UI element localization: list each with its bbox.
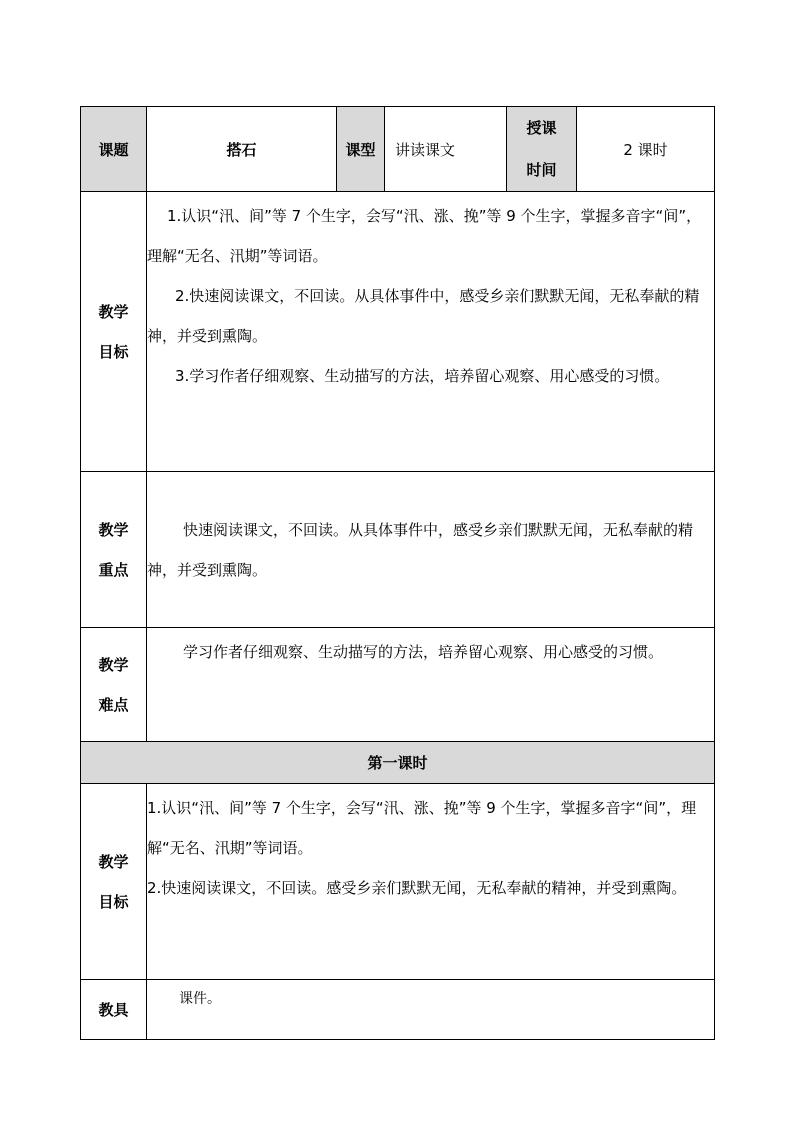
time-label-line-2: 时间 [526, 161, 557, 179]
lesson1-goal-item: 1.认识“汛、间”等 7 个生字，会写“汛、涨、挽”等 9 个生字，掌握多音字“间”，理解“无名、汛期”等词语。 [147, 799, 697, 857]
lesson1-tools-label: 教具 [81, 980, 147, 1040]
goal-item: 1.认识“汛、间”等 7 个生字，会写“汛、涨、挽”等 9 个生字，掌握多音字“间”，理解“无名、汛期”等词语。 [147, 207, 702, 265]
lesson1-goals-label-line-1: 教学 [98, 852, 129, 871]
difficulties-text: 学习作者仔细观察、生动描写的方法，培养留心观察、用心感受的习惯。 [183, 643, 664, 661]
lesson1-title: 第一课时 [81, 742, 715, 784]
goals-label-line-2: 目标 [98, 342, 129, 361]
key-points-label-line-2: 重点 [98, 560, 129, 579]
time-value: 2 课时 [577, 107, 715, 192]
difficulties-label-line-1: 教学 [98, 655, 129, 674]
key-points-label-line-1: 教学 [98, 520, 129, 539]
goals-label-line-1: 教学 [98, 302, 129, 321]
difficulties-label [81, 628, 147, 742]
key-points-text: 快速阅读课文，不回读。从具体事件中，感受乡亲们默默无闻，无私奉献的精神，并受到熏陶。 [147, 520, 694, 579]
goals-content [147, 192, 715, 472]
lesson1-goals-label [81, 784, 147, 980]
topic-label: 课题 [81, 107, 147, 192]
goals-label [81, 192, 147, 472]
lesson1-goals-label-line-2: 目标 [98, 892, 129, 911]
lesson1-goal-item: 2.快速阅读课文，不回读。感受乡亲们默默无闻，无私奉献的精神，并受到熏陶。 [147, 879, 687, 897]
time-label-line-1: 授课 [526, 119, 557, 137]
goals-row [81, 192, 715, 472]
type-label: 课型 [337, 107, 385, 192]
lesson1-tools-row [81, 980, 715, 1040]
topic-value: 搭石 [147, 107, 337, 192]
key-points-label [81, 472, 147, 628]
goal-item: 3.学习作者仔细观察、生动描写的方法，培养留心观察、用心感受的习惯。 [175, 367, 670, 385]
header-row [81, 107, 715, 192]
lesson1-goals-row [81, 784, 715, 980]
goal-item: 2.快速阅读课文，不回读。从具体事件中，感受乡亲们默默无闻，无私奉献的精神，并受到熏陶。 [147, 287, 700, 345]
lesson-plan-table [80, 106, 715, 1040]
lesson1-goals-content [147, 784, 715, 980]
lesson1-tools-value: 课件。 [147, 980, 715, 1040]
time-label [507, 107, 577, 192]
type-value: 讲读课文 [385, 107, 507, 192]
difficulties-label-line-2: 难点 [98, 695, 129, 714]
key-points-row [81, 472, 715, 628]
difficulties-row [81, 628, 715, 742]
difficulties-content [147, 628, 715, 742]
key-points-content [147, 472, 715, 628]
lesson1-title-row [81, 742, 715, 784]
